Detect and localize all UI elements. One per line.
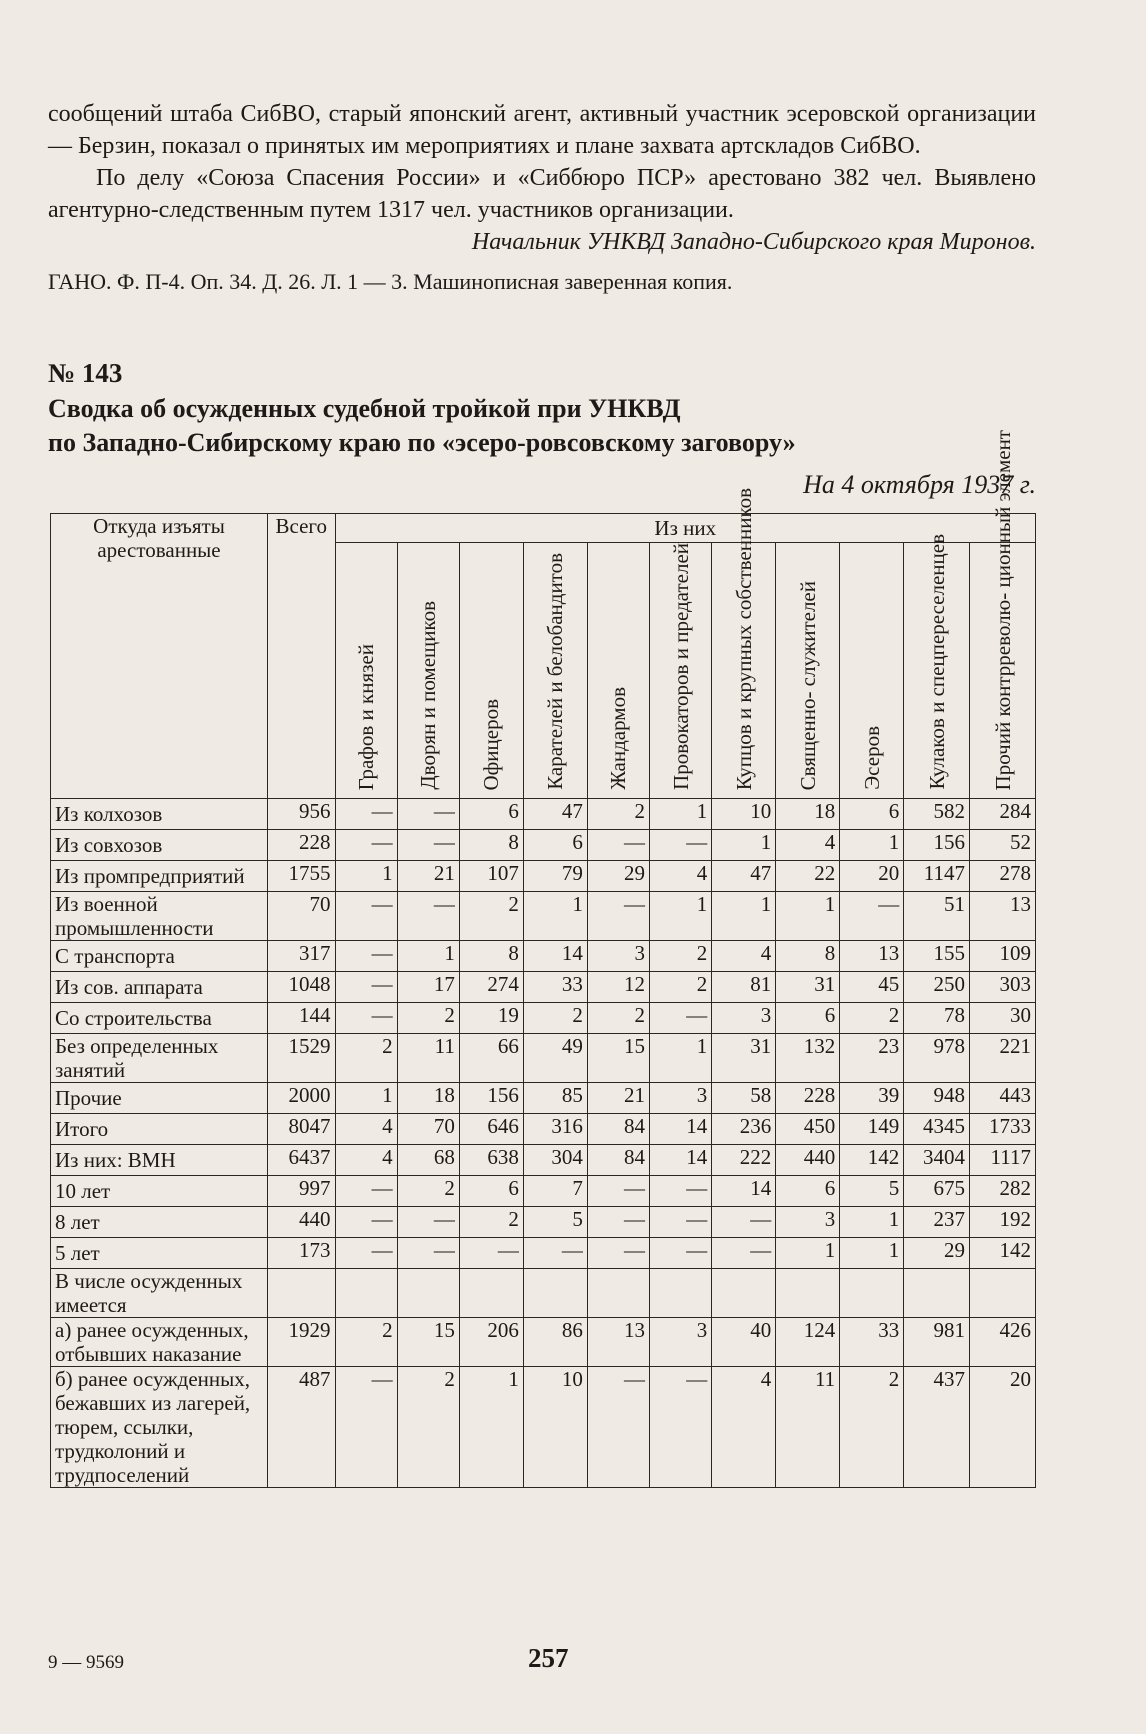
intro-text [48,98,1036,298]
table-cell: 132 [776,1034,840,1083]
column-header: Дворян и помещиков [397,543,459,799]
table-cell: 79 [523,861,587,892]
table-cell: — [523,1238,587,1269]
row-total: 487 [268,1367,336,1488]
table-cell: 206 [459,1318,523,1367]
table-cell: — [650,1367,712,1488]
table-cell: 3 [650,1083,712,1114]
table-cell: 1 [840,1207,904,1238]
table-cell: 30 [970,1003,1036,1034]
table-cell: 1 [840,1238,904,1269]
table-cell: 3 [587,941,649,972]
table-cell: — [397,1238,459,1269]
table-cell: 45 [840,972,904,1003]
row-label: Со строительства [51,1003,268,1034]
table-cell: 304 [523,1145,587,1176]
row-label: Из сов. аппарата [51,972,268,1003]
column-header: Прочий контрреволю- ционный элемент [970,543,1036,799]
table-cell: 2 [335,1034,397,1083]
table-cell [712,1269,776,1318]
table-cell: — [335,830,397,861]
table-row [51,830,1036,861]
signature-mark: 9 — 9569 [48,1652,124,1673]
page-number: 257 [528,1643,569,1673]
table-cell: 5 [523,1207,587,1238]
table-cell: — [650,1238,712,1269]
table-cell: 4 [712,1367,776,1488]
table-cell: 84 [587,1145,649,1176]
table-cell: 58 [712,1083,776,1114]
intro-signature: Начальник УНКВД Западно-Сибирского края Миронов. [471,229,1036,255]
table-cell: 107 [459,861,523,892]
table-cell: 18 [776,799,840,830]
table-cell: 155 [904,941,970,972]
table-cell: 85 [523,1083,587,1114]
intro-paragraph-2: По делу «Союза Спасения России» и «Сиббюро ПСР» арестовано 382 чел. Выявлено агентурно-следственным путем 1317 чел. участников организации. [48,165,1036,223]
table-cell: 282 [970,1176,1036,1207]
row-label: 8 лет [51,1207,268,1238]
table-cell: 250 [904,972,970,1003]
table-cell: 14 [650,1145,712,1176]
table-cell: 11 [397,1034,459,1083]
table-cell: — [712,1207,776,1238]
table-cell: 5 [840,1176,904,1207]
table-row [51,799,1036,830]
table-row [51,1269,1036,1318]
column-header: Провокаторов и предателей [650,543,712,799]
table-cell: 2 [397,1003,459,1034]
table-cell: 8 [459,941,523,972]
row-total: 1048 [268,972,336,1003]
table-cell: 29 [904,1238,970,1269]
table-cell: — [397,1207,459,1238]
table-cell: — [650,1176,712,1207]
row-label: Из колхозов [51,799,268,830]
table-cell: 1 [650,799,712,830]
table-cell: 1 [840,830,904,861]
table-cell: 3 [776,1207,840,1238]
row-total: 70 [268,892,336,941]
table-cell: — [335,799,397,830]
table-cell: 1 [776,892,840,941]
table-cell: 19 [459,1003,523,1034]
row-total: 144 [268,1003,336,1034]
table-cell: 4 [335,1145,397,1176]
table-cell: 2 [459,892,523,941]
table-cell: — [587,1238,649,1269]
table-cell: 17 [397,972,459,1003]
table-cell: 1 [712,892,776,941]
table-cell: 12 [587,972,649,1003]
table-cell [335,1269,397,1318]
table-cell: — [335,1207,397,1238]
row-total: 1529 [268,1034,336,1083]
row-total: 2000 [268,1083,336,1114]
table-cell: 437 [904,1367,970,1488]
table-row [51,1207,1036,1238]
table-cell: — [587,892,649,941]
table-cell: 443 [970,1083,1036,1114]
row-label: Из промпредприятий [51,861,268,892]
table-cell: 236 [712,1114,776,1145]
table-cell: — [335,1176,397,1207]
archive-source: ГАНО. Ф. П-4. Оп. 34. Д. 26. Л. 1 — 3. Машинописная заверенная копия. [48,269,733,294]
table-cell: 10 [523,1367,587,1488]
column-header: Карателей и белобандитов [523,543,587,799]
row-total: 440 [268,1207,336,1238]
table-cell: 6 [523,830,587,861]
table-cell: 1 [335,1083,397,1114]
table-cell: 14 [712,1176,776,1207]
table-cell: 39 [840,1083,904,1114]
table-cell: 2 [397,1176,459,1207]
table-cell: — [335,972,397,1003]
table-cell: 52 [970,830,1036,861]
row-label: С транспорта [51,941,268,972]
table-row [51,1367,1036,1488]
table-cell: 13 [970,892,1036,941]
table-row [51,892,1036,941]
table-cell: 20 [840,861,904,892]
table-cell: — [650,1207,712,1238]
table-row [51,1176,1036,1207]
table-cell: 4345 [904,1114,970,1145]
table-cell: — [335,1367,397,1488]
column-header: Офицеров [459,543,523,799]
table-cell: 222 [712,1145,776,1176]
table-cell: — [650,830,712,861]
table-row [51,972,1036,1003]
table-cell: 6 [840,799,904,830]
column-header: Кулаков и спецпереселенцев [904,543,970,799]
table-cell: 1 [712,830,776,861]
table-cell: 2 [459,1207,523,1238]
table-cell: 33 [840,1318,904,1367]
table-row [51,941,1036,972]
table-cell: — [335,1238,397,1269]
column-header: Купцов и крупных собственников [712,543,776,799]
table-cell: 21 [587,1083,649,1114]
table-cell: 142 [970,1238,1036,1269]
table-cell: — [335,941,397,972]
table-cell: 51 [904,892,970,941]
table-cell: 948 [904,1083,970,1114]
table-cell: 15 [397,1318,459,1367]
table-cell [840,1269,904,1318]
intro-paragraph-1: сообщений штаба СибВО, старый японский агент, активный участник эсеровской организации — Берзин, показал о принятых им мероприятиях и плане захвата артскладов СибВО. [48,101,1036,159]
table-row [51,1003,1036,1034]
table-cell: 1 [523,892,587,941]
table-cell: 2 [587,1003,649,1034]
table-cell: 13 [587,1318,649,1367]
row-label: Итого [51,1114,268,1145]
table-cell: — [587,1367,649,1488]
table-cell: 14 [523,941,587,972]
table-cell [904,1269,970,1318]
row-label: Прочие [51,1083,268,1114]
row-total: 6437 [268,1145,336,1176]
table-cell: 1 [650,892,712,941]
table-cell [970,1269,1036,1318]
table-cell [587,1269,649,1318]
table-row [51,1034,1036,1083]
row-label: 5 лет [51,1238,268,1269]
table-row [51,1114,1036,1145]
row-label: а) ранее осужденных, отбывших наказание [51,1318,268,1367]
table-cell: 316 [523,1114,587,1145]
table-cell: 4 [712,941,776,972]
table-cell: 1 [397,941,459,972]
table-cell: 156 [904,830,970,861]
table-cell: 675 [904,1176,970,1207]
header-group: Из них [335,514,1036,543]
row-total: 228 [268,830,336,861]
table-cell [459,1269,523,1318]
table-cell: 3 [650,1318,712,1367]
table-cell: 33 [523,972,587,1003]
table-cell: 23 [840,1034,904,1083]
table-cell: 15 [587,1034,649,1083]
table-cell: 66 [459,1034,523,1083]
table-cell: 2 [587,799,649,830]
table-cell: 3404 [904,1145,970,1176]
table-cell: 84 [587,1114,649,1145]
table-cell: 22 [776,861,840,892]
table-cell: 10 [712,799,776,830]
table-cell: 6 [459,799,523,830]
table-cell: 638 [459,1145,523,1176]
table-cell: 31 [712,1034,776,1083]
table-cell: 8 [776,941,840,972]
table-cell: 274 [459,972,523,1003]
table-cell: 228 [776,1083,840,1114]
table-cell: 450 [776,1114,840,1145]
table-cell: — [397,830,459,861]
table-cell: 221 [970,1034,1036,1083]
table-cell: — [840,892,904,941]
table-cell: 2 [523,1003,587,1034]
row-label: Из военной промышленности [51,892,268,941]
table-cell: 237 [904,1207,970,1238]
row-label: Из них: ВМН [51,1145,268,1176]
table-cell: 2 [840,1003,904,1034]
table-cell: 68 [397,1145,459,1176]
table-cell: 78 [904,1003,970,1034]
table-cell: 4 [335,1114,397,1145]
document-title [48,392,948,460]
table-row [51,1145,1036,1176]
table-cell: 8 [459,830,523,861]
table-cell: 109 [970,941,1036,972]
table-cell: — [587,830,649,861]
table-cell: 1 [335,861,397,892]
document-number: № 143 [48,358,123,388]
table-cell: 1 [776,1238,840,1269]
table-cell: 2 [397,1367,459,1488]
table-cell: 981 [904,1318,970,1367]
table-cell: 40 [712,1318,776,1367]
table-cell: — [587,1207,649,1238]
document-title-line-1: Сводка об осужденных судебной тройкой при УНКВД [48,394,681,423]
table-cell: 2 [840,1367,904,1488]
table-cell: 303 [970,972,1036,1003]
table-cell: 29 [587,861,649,892]
table-cell: 646 [459,1114,523,1145]
row-total [268,1269,336,1318]
table-cell: 142 [840,1145,904,1176]
table-cell: 6 [776,1176,840,1207]
table-cell: — [335,892,397,941]
row-total: 317 [268,941,336,972]
row-total: 173 [268,1238,336,1269]
row-total: 8047 [268,1114,336,1145]
table-cell: 49 [523,1034,587,1083]
table-cell: 86 [523,1318,587,1367]
table-cell: 278 [970,861,1036,892]
table-cell [650,1269,712,1318]
table-cell: 31 [776,972,840,1003]
table-cell: — [397,892,459,941]
table-cell: 149 [840,1114,904,1145]
table-row [51,861,1036,892]
table-cell: 1 [650,1034,712,1083]
table-cell: — [459,1238,523,1269]
table-cell: 11 [776,1367,840,1488]
document-date: На 4 октября 1937 г. [803,470,1036,499]
table-cell: 47 [523,799,587,830]
table-cell: 2 [335,1318,397,1367]
table-cell [397,1269,459,1318]
table-cell [776,1269,840,1318]
column-header: Жандармов [587,543,649,799]
column-header: Графов и князей [335,543,397,799]
table-cell: 582 [904,799,970,830]
row-total: 1929 [268,1318,336,1367]
table-cell: 978 [904,1034,970,1083]
table-cell: 4 [776,830,840,861]
table-cell: 6 [459,1176,523,1207]
row-label: Из совхозов [51,830,268,861]
table-cell: 2 [650,972,712,1003]
table-row [51,1083,1036,1114]
column-header: Священно- служителей [776,543,840,799]
column-header: Эсеров [840,543,904,799]
table-cell: 156 [459,1083,523,1114]
table-cell: 18 [397,1083,459,1114]
table-cell: 20 [970,1367,1036,1488]
table-cell: 1147 [904,861,970,892]
table-cell: 3 [712,1003,776,1034]
table-cell: 1733 [970,1114,1036,1145]
table-row [51,1238,1036,1269]
table-cell: 81 [712,972,776,1003]
table-cell: 7 [523,1176,587,1207]
table-cell: 1117 [970,1145,1036,1176]
table-cell: 70 [397,1114,459,1145]
row-label: 10 лет [51,1176,268,1207]
table-cell: 13 [840,941,904,972]
row-total: 956 [268,799,336,830]
table-cell: 192 [970,1207,1036,1238]
table-cell: 426 [970,1318,1036,1367]
table-cell: 1 [459,1367,523,1488]
table-cell: — [397,799,459,830]
table-cell: 21 [397,861,459,892]
table-cell: 440 [776,1145,840,1176]
header-origin: Откуда изъяты арестованные [51,514,268,799]
row-label: б) ранее осужденных, бежавших из лагерей, тюрем, ссылки, трудколоний и трудпоселений [51,1367,268,1488]
table-cell: 6 [776,1003,840,1034]
table-cell: 124 [776,1318,840,1367]
row-label: В числе осужденных имеется [51,1269,268,1318]
row-total: 1755 [268,861,336,892]
table-cell [523,1269,587,1318]
table-cell: — [712,1238,776,1269]
table-cell: 284 [970,799,1036,830]
table-cell: 4 [650,861,712,892]
table-cell: — [587,1176,649,1207]
table-cell: 47 [712,861,776,892]
document-title-line-2: по Западно-Сибирскому краю по «эсеро-ровсовскому заговору» [48,428,796,457]
table-cell: — [650,1003,712,1034]
row-total: 997 [268,1176,336,1207]
table-cell: — [335,1003,397,1034]
row-label: Без определенных занятий [51,1034,268,1083]
header-total: Всего [268,514,336,799]
table-cell: 2 [650,941,712,972]
table-row [51,1318,1036,1367]
table-cell: 14 [650,1114,712,1145]
